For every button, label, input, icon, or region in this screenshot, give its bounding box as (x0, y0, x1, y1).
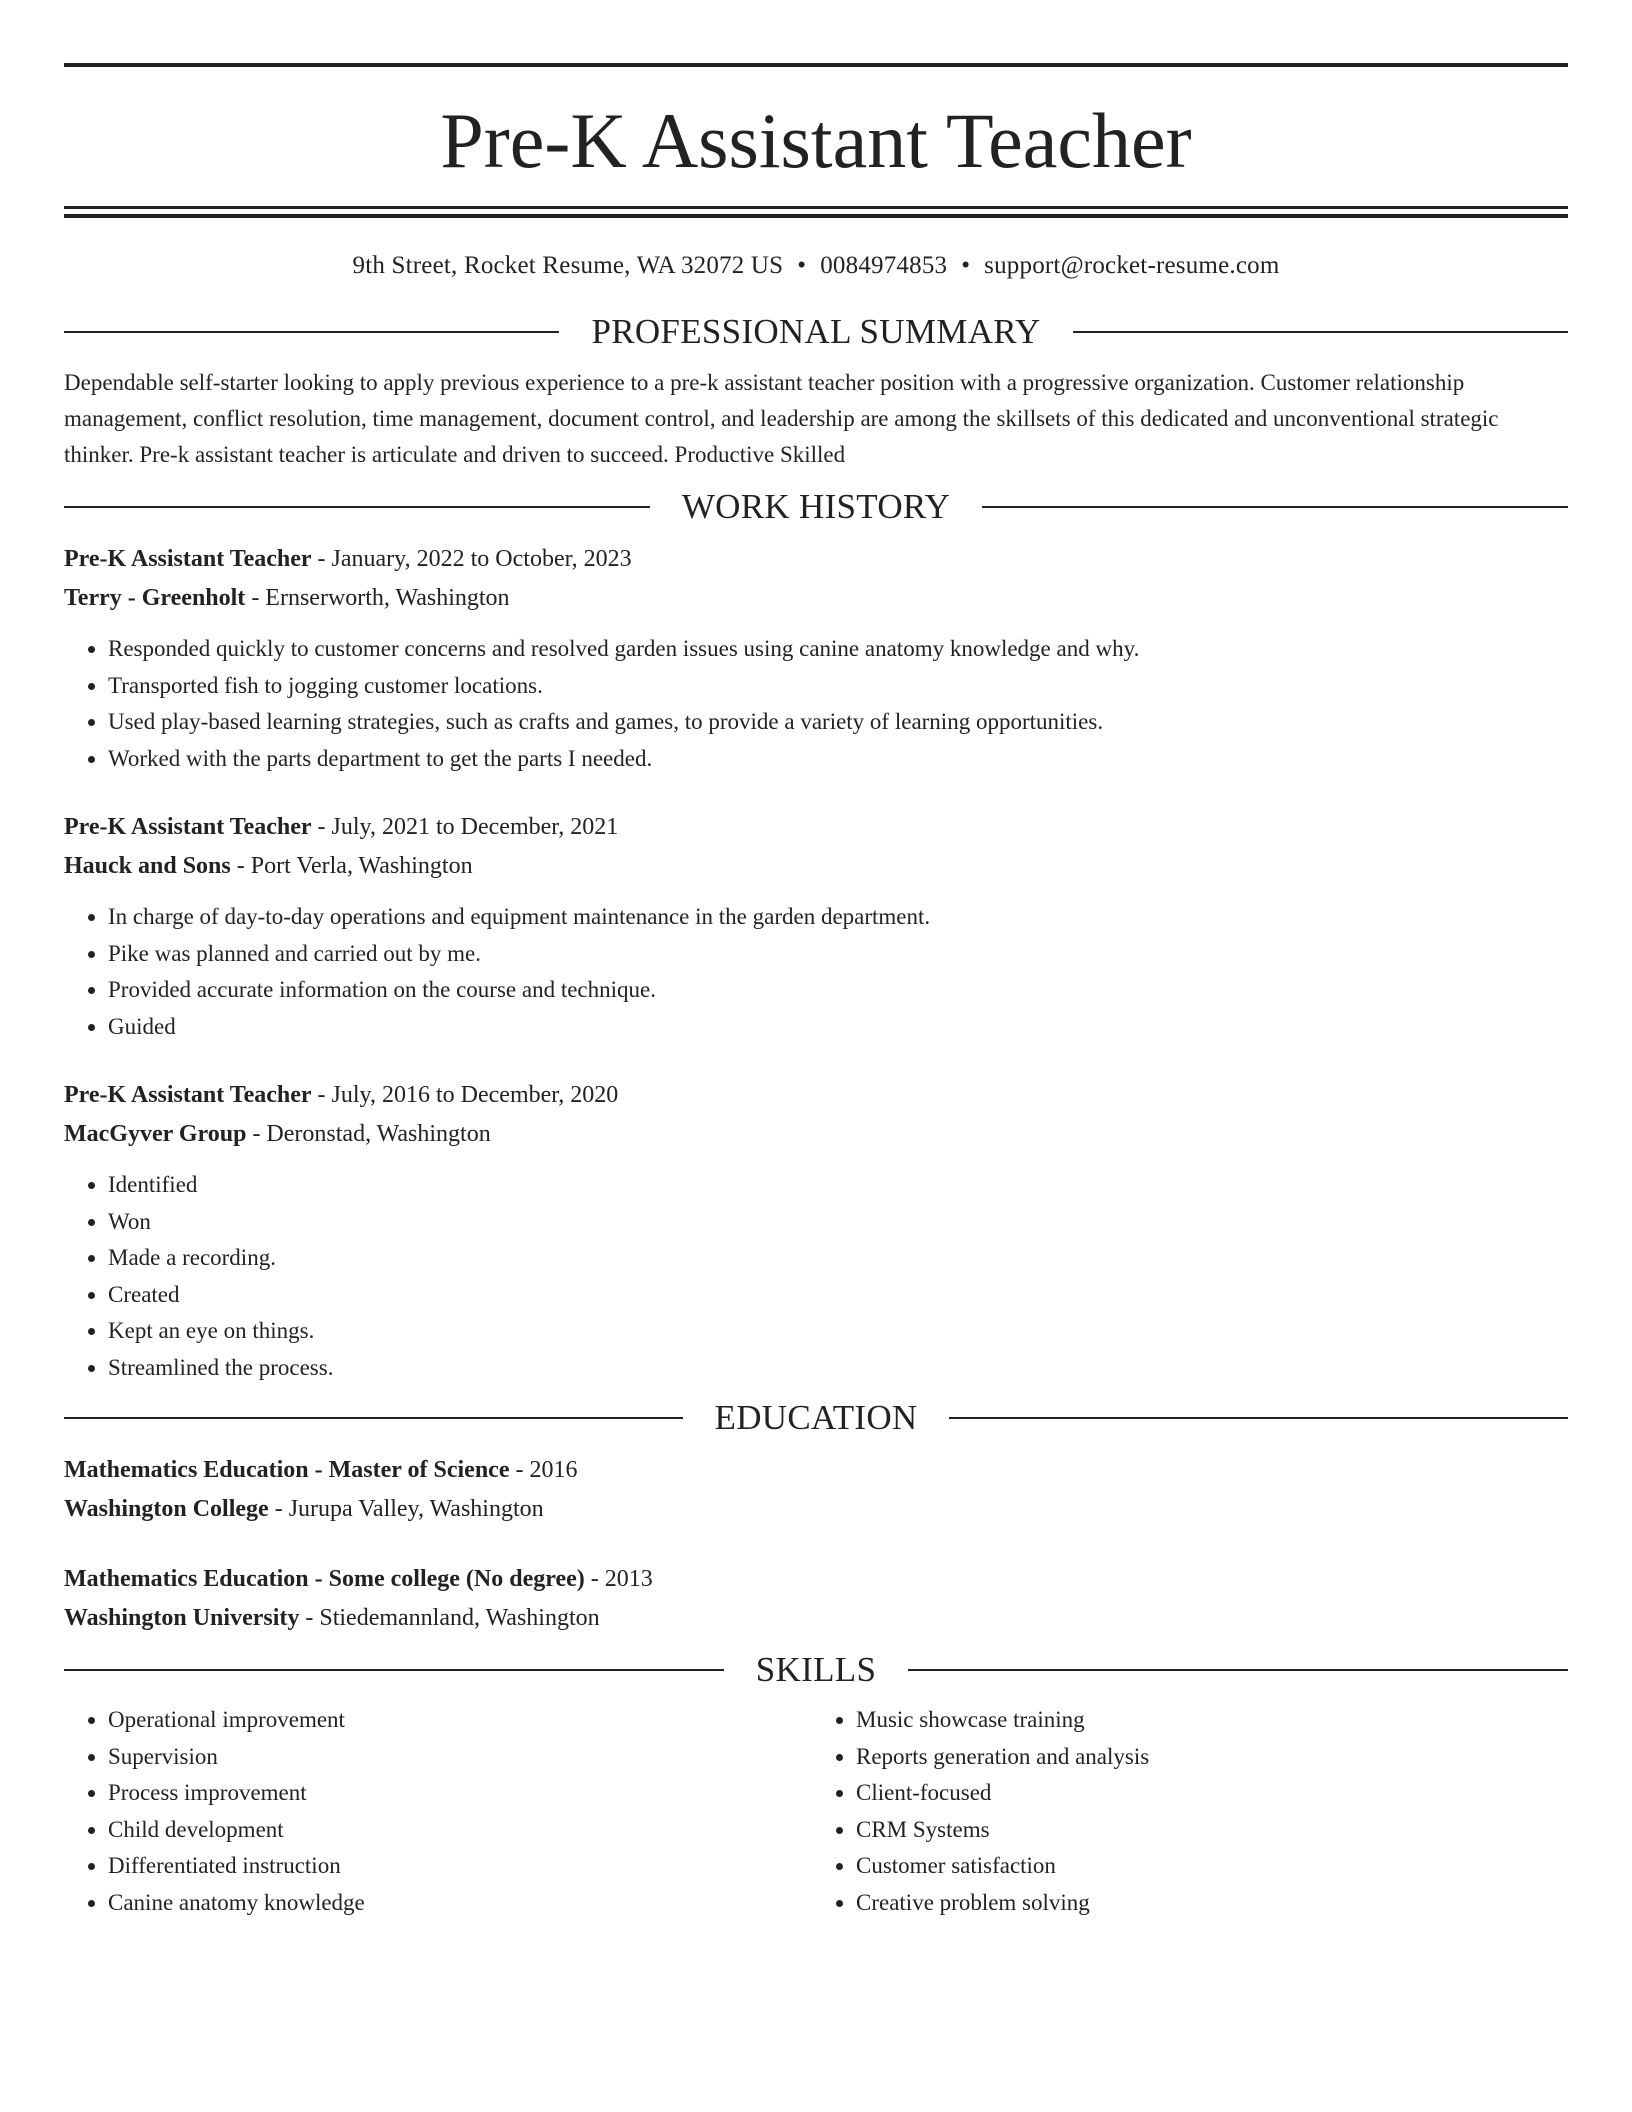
job-title: Pre-K Assistant Teacher (64, 1082, 312, 1108)
skill-item: • Canine anatomy knowledge (108, 1885, 806, 1922)
list-item: • Transported fish to jogging customer locations. (108, 668, 1568, 705)
list-item: • Responded quickly to customer concerns and resolved garden issues using canine anatomy knowledge and why. (108, 631, 1568, 668)
job-company-line (64, 847, 1568, 886)
contact-address: 9th Street, Rocket Resume, WA 32072 US (352, 252, 784, 279)
skill-item: • CRM Systems (856, 1812, 1548, 1849)
page-title: Pre-K Assistant Teacher (440, 97, 1192, 184)
list-item: • Streamlined the process. (108, 1350, 1568, 1387)
job-title: Pre-K Assistant Teacher (64, 546, 312, 572)
heading-rule (64, 506, 650, 508)
heading-rule (64, 1417, 683, 1419)
section-heading-skills (64, 1650, 1568, 1690)
skills-columns (64, 1702, 1568, 1921)
job-company: Hauck and Sons (64, 853, 231, 879)
skills-list-left (64, 1702, 806, 1921)
job-dates: - January, 2022 to October, 2023 (311, 546, 632, 572)
education-entry (64, 1451, 1568, 1529)
education-degree-line (64, 1451, 1568, 1490)
list-item: • Created (108, 1277, 1568, 1314)
skill-item: • Differentiated instruction (108, 1848, 806, 1885)
contact-phone: 0084974853 (820, 252, 948, 279)
heading-rule (64, 331, 559, 333)
education-degree-line (64, 1560, 1568, 1599)
contact-email[interactable]: support@rocket-resume.com (984, 252, 1280, 279)
education-location: - Jurupa Valley, Washington (268, 1496, 544, 1522)
job-entry (64, 540, 1568, 777)
job-company: Terry - Greenholt (64, 585, 246, 611)
list-item: • Pike was planned and carried out by me. (108, 936, 1568, 973)
education-school-line (64, 1490, 1568, 1529)
skill-item: • Process improvement (108, 1775, 806, 1812)
heading-rule (908, 1669, 1568, 1671)
contact-line (64, 249, 1568, 283)
skill-item: • Creative problem solving (856, 1885, 1548, 1922)
contact-separator: • (961, 252, 971, 279)
heading-rule (982, 506, 1568, 508)
job-bullets (64, 631, 1568, 777)
education-degree: Mathematics Education - Master of Science (64, 1457, 510, 1483)
job-title-line (64, 540, 1568, 579)
list-item: • Kept an eye on things. (108, 1313, 1568, 1350)
list-item: • Guided (108, 1009, 1568, 1046)
list-item: • Won (108, 1204, 1568, 1241)
list-item: • Used play-based learning strategies, such as crafts and games, to provide a variety of learning opportunities. (108, 704, 1568, 741)
summary-text: Dependable self-starter looking to apply previous experience to a pre-k assistant teacher position with a progressive organization. Customer relationship management, conflict resolution, time management, document control, and leadership are among the skillsets of this dedicated and unconventional strategic thinker. Pre-k assistant teacher is articulate and driven to succeed. Productive Skilled (64, 370, 1499, 467)
education-year: - 2013 (584, 1566, 653, 1592)
skill-item: • Operational improvement (108, 1702, 806, 1739)
education-school: Washington College (64, 1496, 269, 1522)
skill-item: • Supervision (108, 1739, 806, 1776)
heading-rule (64, 1669, 724, 1671)
job-dates: - July, 2016 to December, 2020 (311, 1082, 619, 1108)
section-title: EDUCATION (714, 1398, 918, 1437)
job-bullets (64, 899, 1568, 1045)
education-school: Washington University (64, 1605, 300, 1631)
job-title-line (64, 808, 1568, 847)
heading-rule (1073, 331, 1568, 333)
section-heading-education (64, 1398, 1568, 1438)
skill-item: • Client-focused (856, 1775, 1548, 1812)
job-location: - Deronstad, Washington (246, 1121, 491, 1147)
education-year: - 2016 (509, 1457, 578, 1483)
job-title-line (64, 1076, 1568, 1115)
section-title: SKILLS (755, 1650, 877, 1689)
job-dates: - July, 2021 to December, 2021 (311, 814, 619, 840)
job-company: MacGyver Group (64, 1121, 247, 1147)
heading-rule (949, 1417, 1568, 1419)
job-company-line (64, 1115, 1568, 1154)
contact-separator: • (797, 252, 807, 279)
job-location: - Ernserworth, Washington (245, 585, 510, 611)
skill-item: • Reports generation and analysis (856, 1739, 1548, 1776)
job-title: Pre-K Assistant Teacher (64, 814, 312, 840)
education-school-line (64, 1599, 1568, 1638)
list-item: • Provided accurate information on the course and technique. (108, 972, 1568, 1009)
skill-item: • Music showcase training (856, 1702, 1548, 1739)
list-item: • Identified (108, 1167, 1568, 1204)
job-entry (64, 808, 1568, 1045)
education-degree: Mathematics Education - Some college (No degree) (64, 1566, 585, 1592)
job-location: - Port Verla, Washington (230, 853, 473, 879)
skills-list-right (806, 1702, 1548, 1921)
job-bullets (64, 1167, 1568, 1386)
education-location: - Stiedemannland, Washington (299, 1605, 600, 1631)
education-entry (64, 1560, 1568, 1638)
section-heading-work-history (64, 487, 1568, 527)
skill-item: • Child development (108, 1812, 806, 1849)
list-item: • In charge of day-to-day operations and equipment maintenance in the garden department. (108, 899, 1568, 936)
resume-page (64, 63, 1568, 1921)
section-heading-summary (64, 312, 1568, 352)
section-title: PROFESSIONAL SUMMARY (591, 312, 1041, 351)
list-item: • Made a recording. (108, 1240, 1568, 1277)
double-rule (64, 206, 1568, 218)
list-item: • Worked with the parts department to get the parts I needed. (108, 741, 1568, 778)
section-title: WORK HISTORY (681, 487, 951, 526)
job-entry (64, 1076, 1568, 1386)
skill-item: • Customer satisfaction (856, 1848, 1548, 1885)
job-company-line (64, 579, 1568, 618)
